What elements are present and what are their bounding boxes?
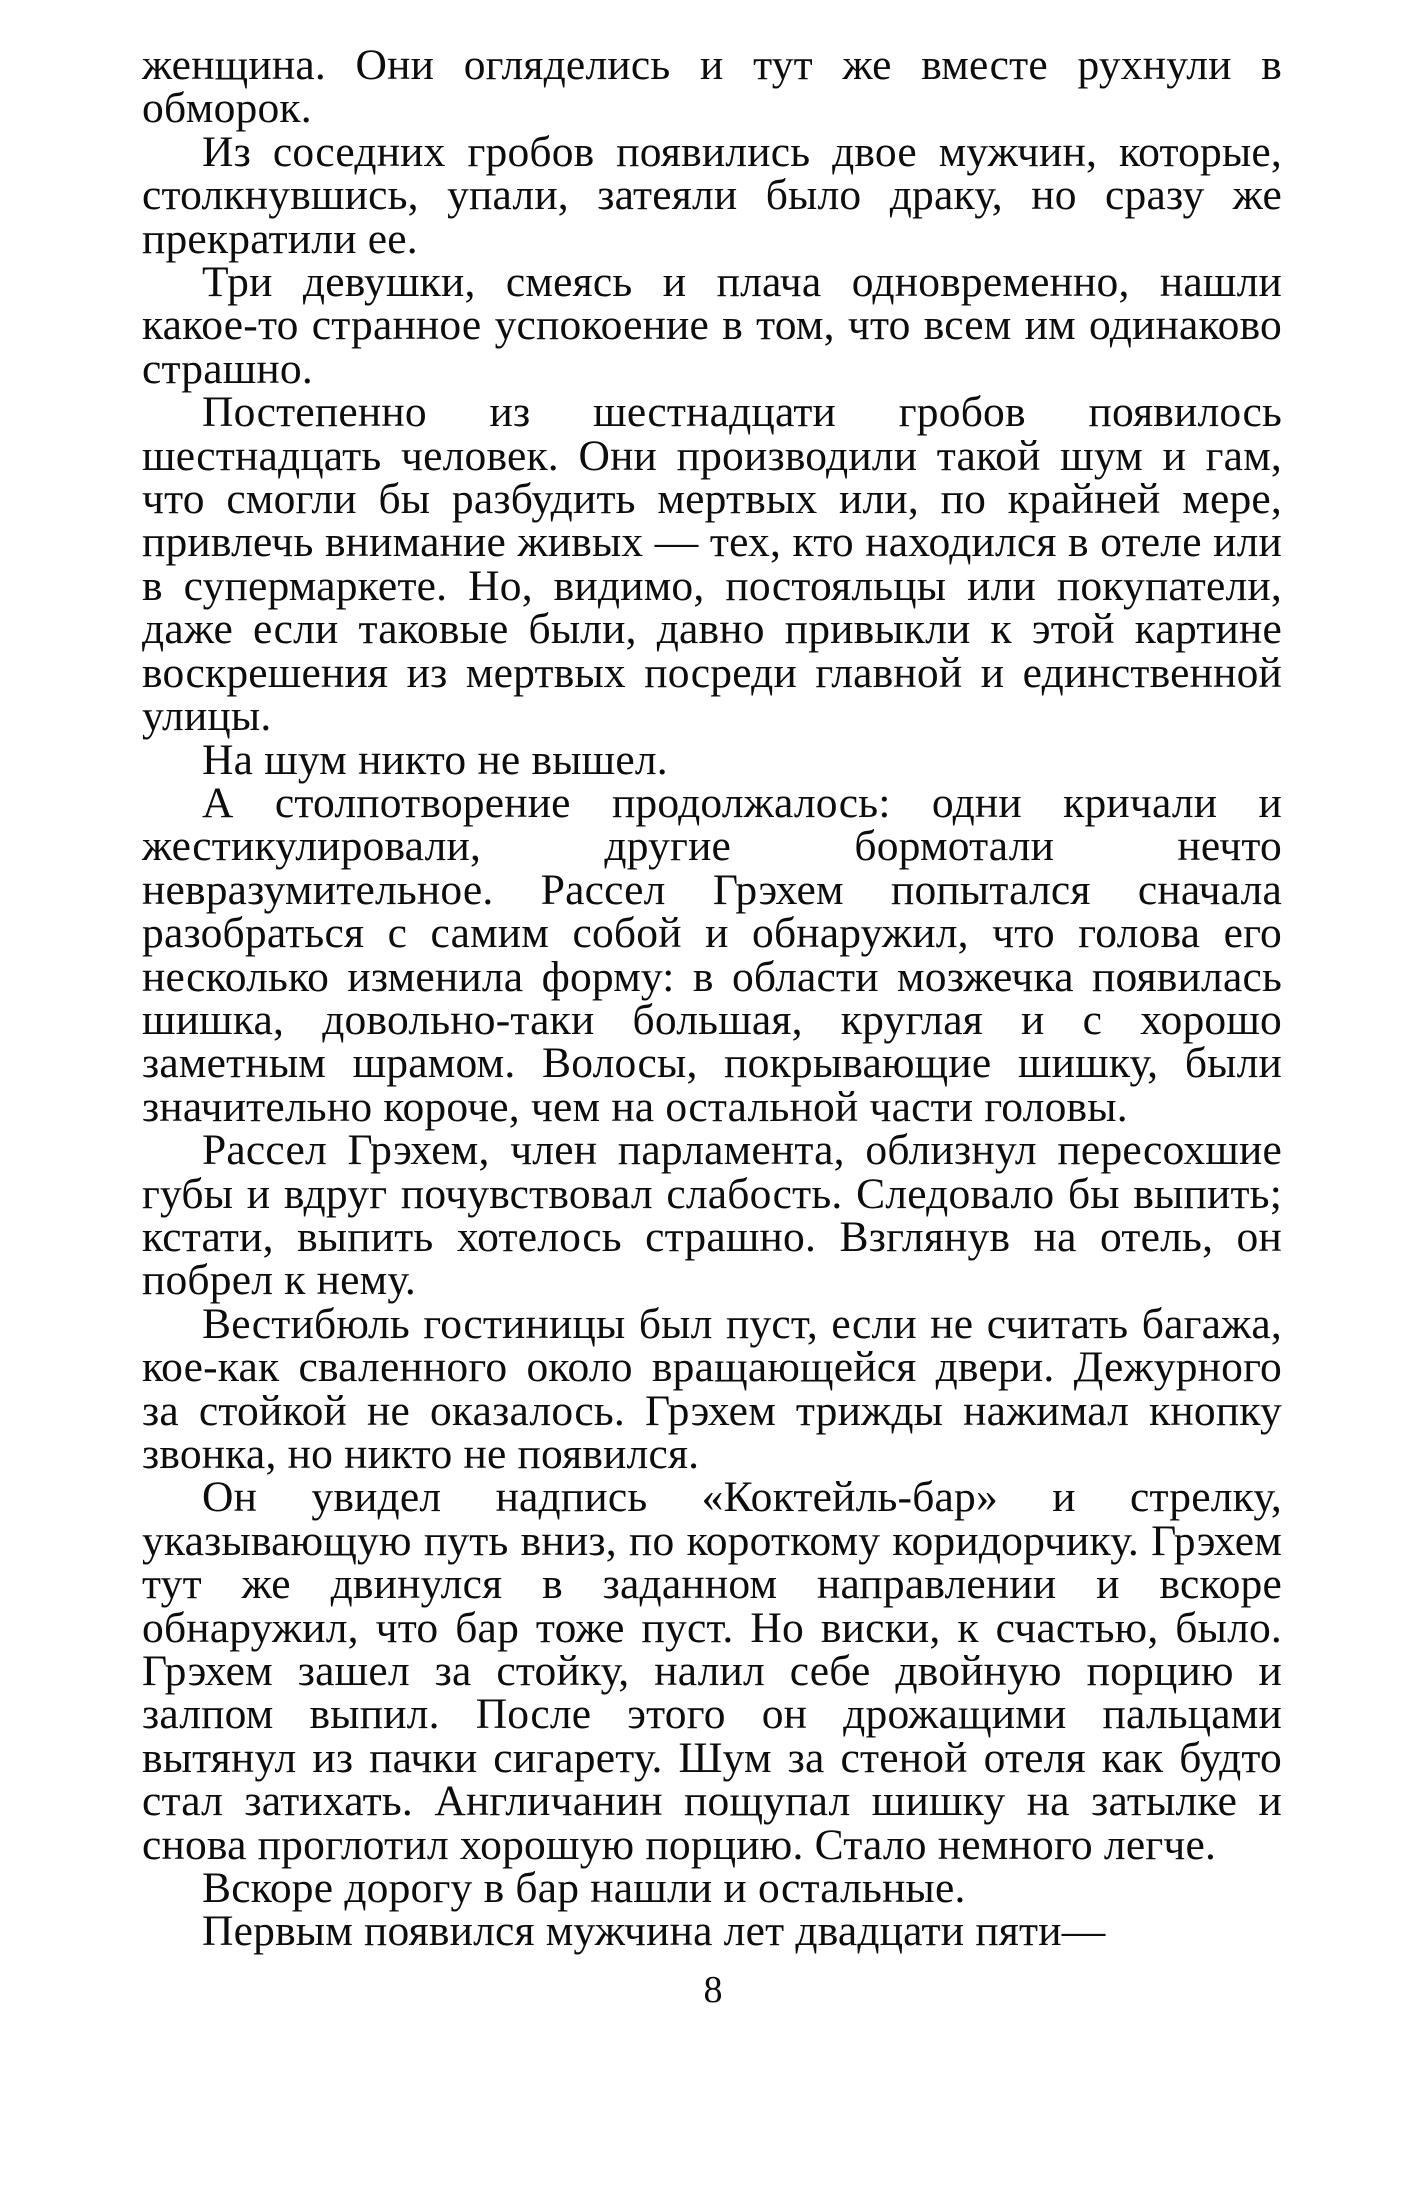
paragraph-7: Рассел Грэхем, член парламента, облизнул пересохшие губы и вдруг почувствовал слабость. Следовало бы выпить; кстати, выпить хотелось страшно. Взглянув на отель, он побрел к нему. [142, 1126, 1282, 1305]
paragraph-2: Из соседних гробов появились двое мужчин, которые, столкнувшись, упали, затеяли было драку, но сразу же прекратили ее. [142, 127, 1282, 263]
paragraph-9: Он увидел надпись «Коктейль-бар» и стрелку, указывающую путь вниз, по короткому коридорчику. Грэхем тут же двинулся в заданном направлении и вскоре обнаружил, что бар тоже пуст. Но виски, к счастью, было. Грэхем зашел за стойку, налил себе двойную порцию и залпом выпил. После этого он дрожащими пальцами вытянул из пачки сигарету. Шум за стеной отеля как будто стал затихать. Англичанин пощупал шишку на затылке и снова проглотил хорошую порцию. Стало немного легче. [142, 1473, 1282, 1869]
page-number: 8 [703, 1969, 723, 2011]
body-text [142, 41, 1282, 1956]
paragraph-8: Вестибюль гостиницы был пуст, если не считать багажа, кое-как сваленного около вращающейся двери. Дежурного за стойкой не оказалось. Грэхем трижды нажимал кнопку звонка, но никто не появился. [142, 1299, 1282, 1478]
paragraph-1: женщина. Они огляделись и тут же вместе рухнули в обморок. [142, 41, 1282, 133]
paragraph-5: На шум никто не вышел. [202, 735, 668, 784]
paragraph-4: Постепенно из шестнадцати гробов появилось шестнадцать человек. Они производили такой шум и гам, что смогли бы разбудить мертвых или, по крайней мере, привлечь внимание живых — тех, кто находился в отеле или в супермаркете. Но, видимо, постояльцы или покупатели, даже если таковые были, давно привыкли к этой картине воскрешения из мертвых посреди главной и единственной улицы. [142, 388, 1282, 741]
paragraph-11: Первым появился мужчина лет двадцати пяти— [202, 1907, 1106, 1956]
paragraph-6: А столпотворение продолжалось: одни кричали и жестикулировали, другие бормотали нечто невразумительное. Рассел Грэхем попытался сначала разобраться с самим собой и обнаружил, что голова его несколько изменила форму: в области мозжечка появилась шишка, довольно-таки большая, круглая и с хорошо заметным шрамом. Волосы, покрывающие шишку, были значительно короче, чем на остальной части головы. [142, 778, 1282, 1131]
paragraph-10: Вскоре дорогу в бар нашли и остальные. [202, 1864, 966, 1913]
paragraph-3: Три девушки, смеясь и плача одновременно, нашли какое-то странное успокоение в том, что всем им одинаково страшно. [142, 258, 1282, 393]
